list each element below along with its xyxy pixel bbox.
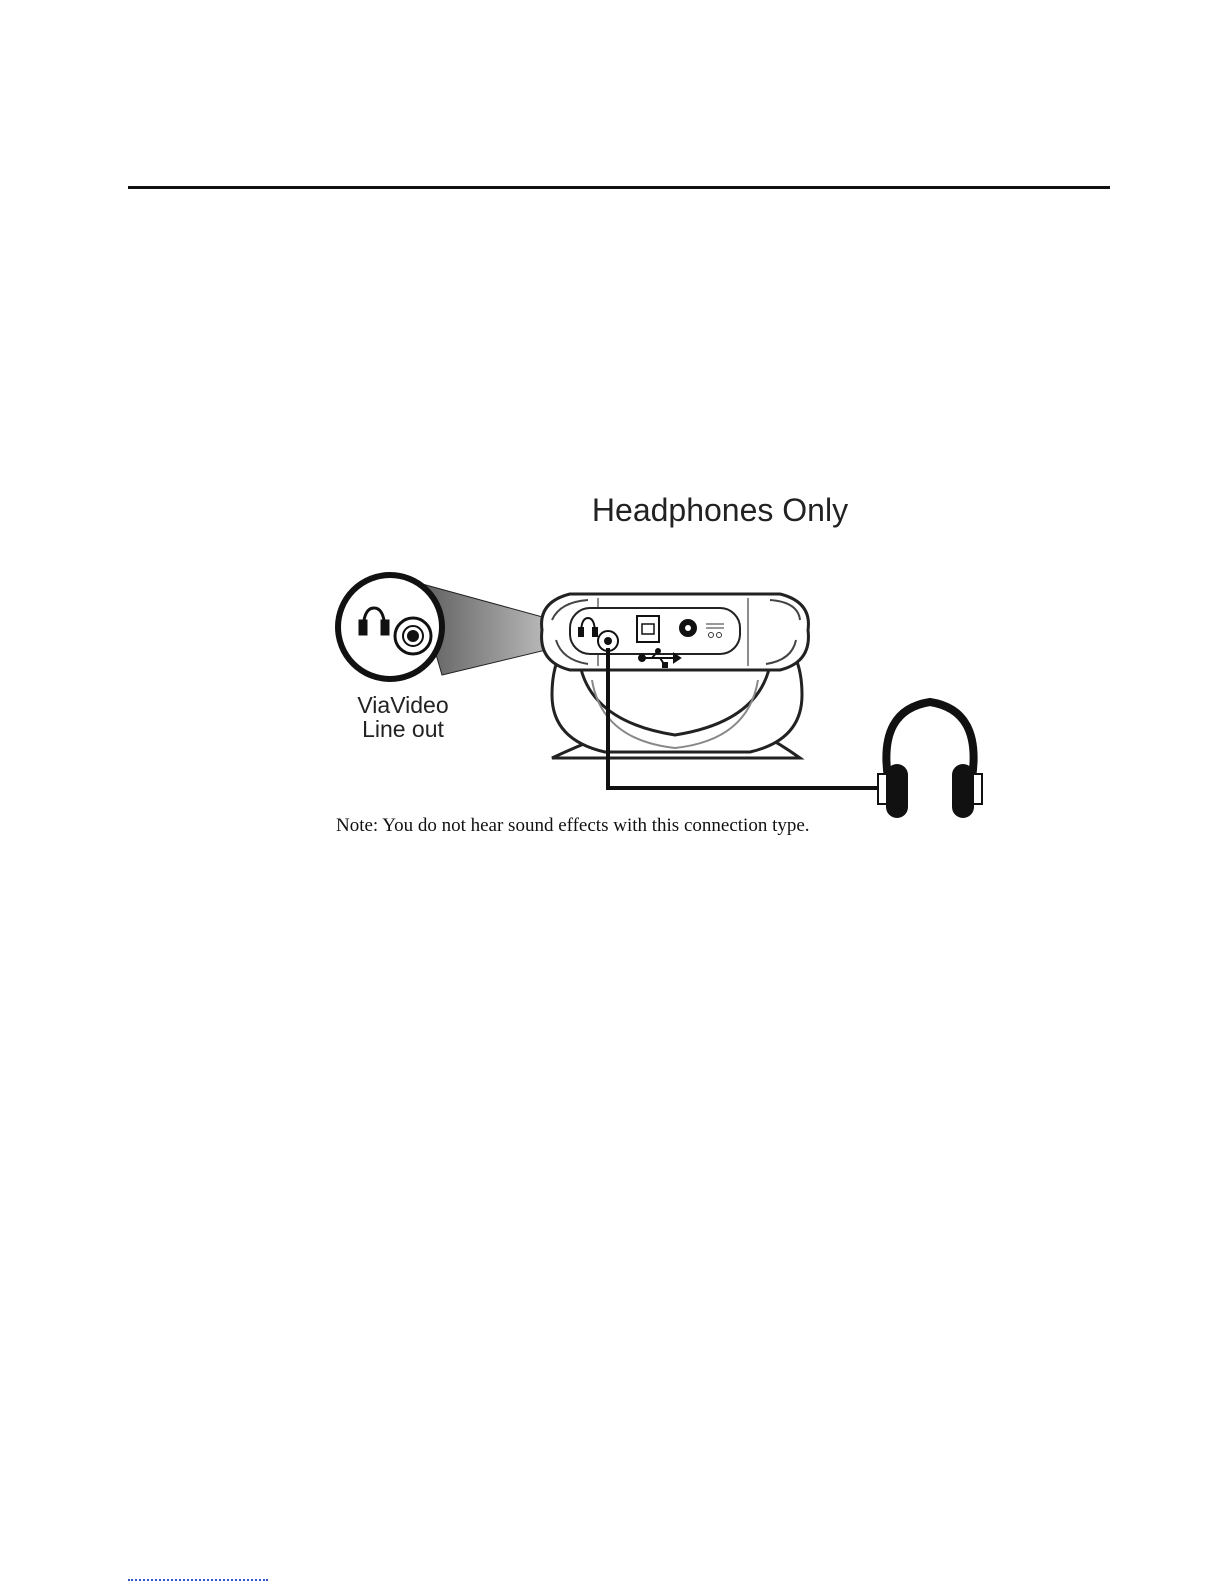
header-rule bbox=[128, 186, 1110, 189]
usb-port-icon bbox=[637, 616, 659, 642]
diagram-title: Headphones Only bbox=[591, 492, 849, 528]
connection-diagram bbox=[330, 490, 990, 840]
line-out-callout bbox=[338, 575, 442, 679]
diagram-illustration bbox=[330, 490, 990, 840]
footnote-rule bbox=[128, 1579, 268, 1581]
line-out-label-line1: ViaVideo bbox=[357, 692, 449, 718]
connection-note: Note: You do not hear sound effects with this connection type. bbox=[336, 815, 810, 836]
headphones-icon bbox=[878, 702, 982, 818]
audio-jack-icon bbox=[395, 618, 431, 654]
line-out-label-line2: Line out bbox=[362, 716, 444, 742]
line-out-label bbox=[338, 693, 468, 741]
